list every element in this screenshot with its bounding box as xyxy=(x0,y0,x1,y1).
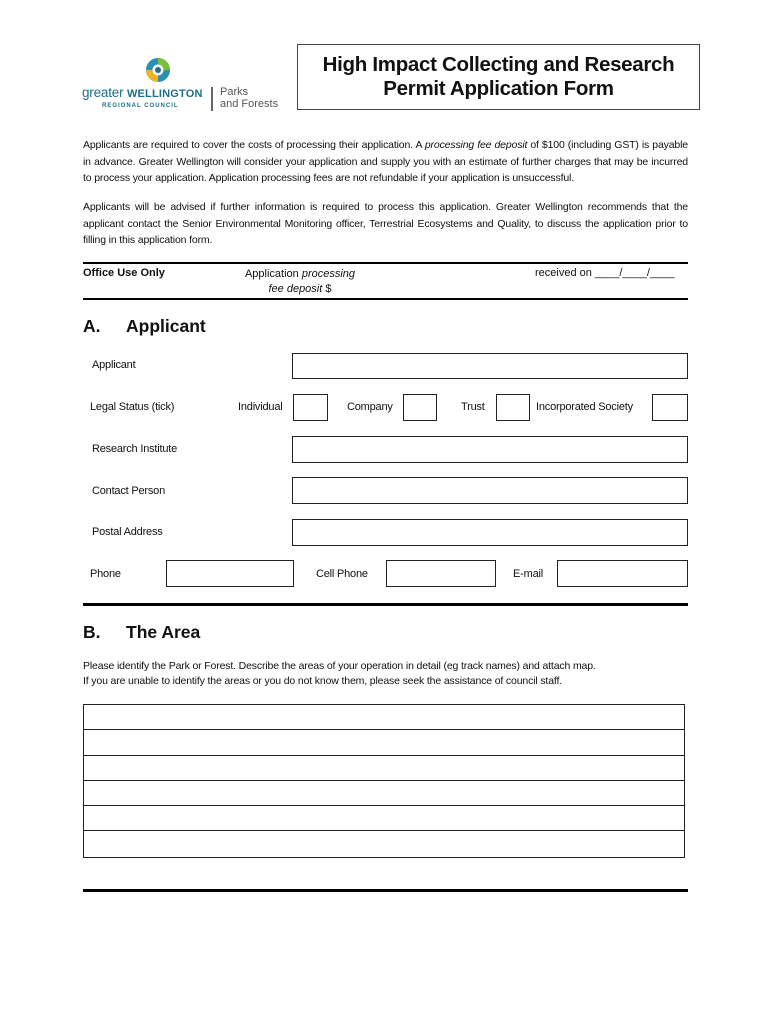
intro-paragraph-advice: Applicants will be advised if further information is required to process this application. Greater Wellington recommends that the applicant contact the Senior Environmental Monitoring officer, Terrestrial Ecosystems and Quality, to discuss the application prior to filling in this application form. xyxy=(83,201,688,246)
section-a-bottom-rule xyxy=(83,603,688,606)
area-description-row[interactable] xyxy=(84,756,684,781)
office-use-top-rule xyxy=(83,262,688,264)
company-checkbox[interactable] xyxy=(403,394,437,421)
logo-org-name: greater WELLINGTON xyxy=(82,85,203,100)
legal-status-label: Legal Status (tick) xyxy=(90,401,175,413)
contact-person-label: Contact Person xyxy=(92,485,166,497)
phone-label: Phone xyxy=(90,568,121,580)
trust-checkbox[interactable] xyxy=(496,394,530,421)
office-use-label: Office Use Only xyxy=(83,267,165,279)
individual-checkbox[interactable] xyxy=(293,394,328,421)
company-label: Company xyxy=(347,401,393,413)
area-description-row[interactable] xyxy=(84,781,684,806)
logo-parks-forests: Parks and Forests xyxy=(220,86,279,110)
incorporated-society-label: Incorporated Society xyxy=(536,401,633,413)
research-institute-field[interactable] xyxy=(292,436,688,463)
area-description-row[interactable] xyxy=(84,730,684,755)
area-description-row[interactable] xyxy=(84,705,684,730)
logo-divider xyxy=(211,87,213,111)
email-field[interactable] xyxy=(557,560,688,587)
intro-paragraph-fees: Applicants are required to cover the costs of processing their application. A processing fee deposit of $100 (including GST) is payable in advance. Greater Wellington will consider your application and supply you with an estimate of further charges that may be incurred to process your application. Application processing fees are not refundable if your application is unsuccessful. xyxy=(83,139,688,184)
email-label: E-mail xyxy=(513,568,543,580)
area-description-table xyxy=(83,704,685,858)
area-description-row[interactable] xyxy=(84,831,684,856)
contact-person-field[interactable] xyxy=(292,477,688,504)
individual-label: Individual xyxy=(238,401,283,413)
section-b-heading: B. The Area xyxy=(83,622,201,642)
office-use-bottom-rule xyxy=(83,298,688,300)
postal-address-field[interactable] xyxy=(292,519,688,546)
section-b-bottom-rule xyxy=(83,889,688,892)
area-instructions: Please identify the Park or Forest. Describe the areas of your operation in detail (eg track names) and attach map. If you are unable to identify the areas or you do not know them, please seek the assistance of council staff. xyxy=(83,660,596,687)
applicant-label: Applicant xyxy=(92,359,136,371)
postal-address-label: Postal Address xyxy=(92,526,163,538)
applicant-field[interactable] xyxy=(292,353,688,379)
trust-label: Trust xyxy=(461,401,485,413)
research-institute-label: Research Institute xyxy=(92,443,178,455)
office-use-fee-deposit: Application processing fee deposit $ xyxy=(244,268,356,295)
cell-phone-label: Cell Phone xyxy=(316,568,368,580)
form-title-box xyxy=(297,44,700,110)
phone-field[interactable] xyxy=(166,560,294,587)
cell-phone-field[interactable] xyxy=(386,560,496,587)
section-a-heading: A. Applicant xyxy=(83,316,206,336)
gw-emblem-icon xyxy=(145,56,171,84)
gw-logo xyxy=(82,56,287,116)
form-title: High Impact Collecting and Research Permit Application Form xyxy=(322,53,675,100)
logo-regional-council: REGIONAL COUNCIL xyxy=(102,103,179,109)
incorporated-society-checkbox[interactable] xyxy=(652,394,688,421)
area-description-row[interactable] xyxy=(84,806,684,831)
office-use-received-date: received on ____/____/____ xyxy=(535,267,675,279)
